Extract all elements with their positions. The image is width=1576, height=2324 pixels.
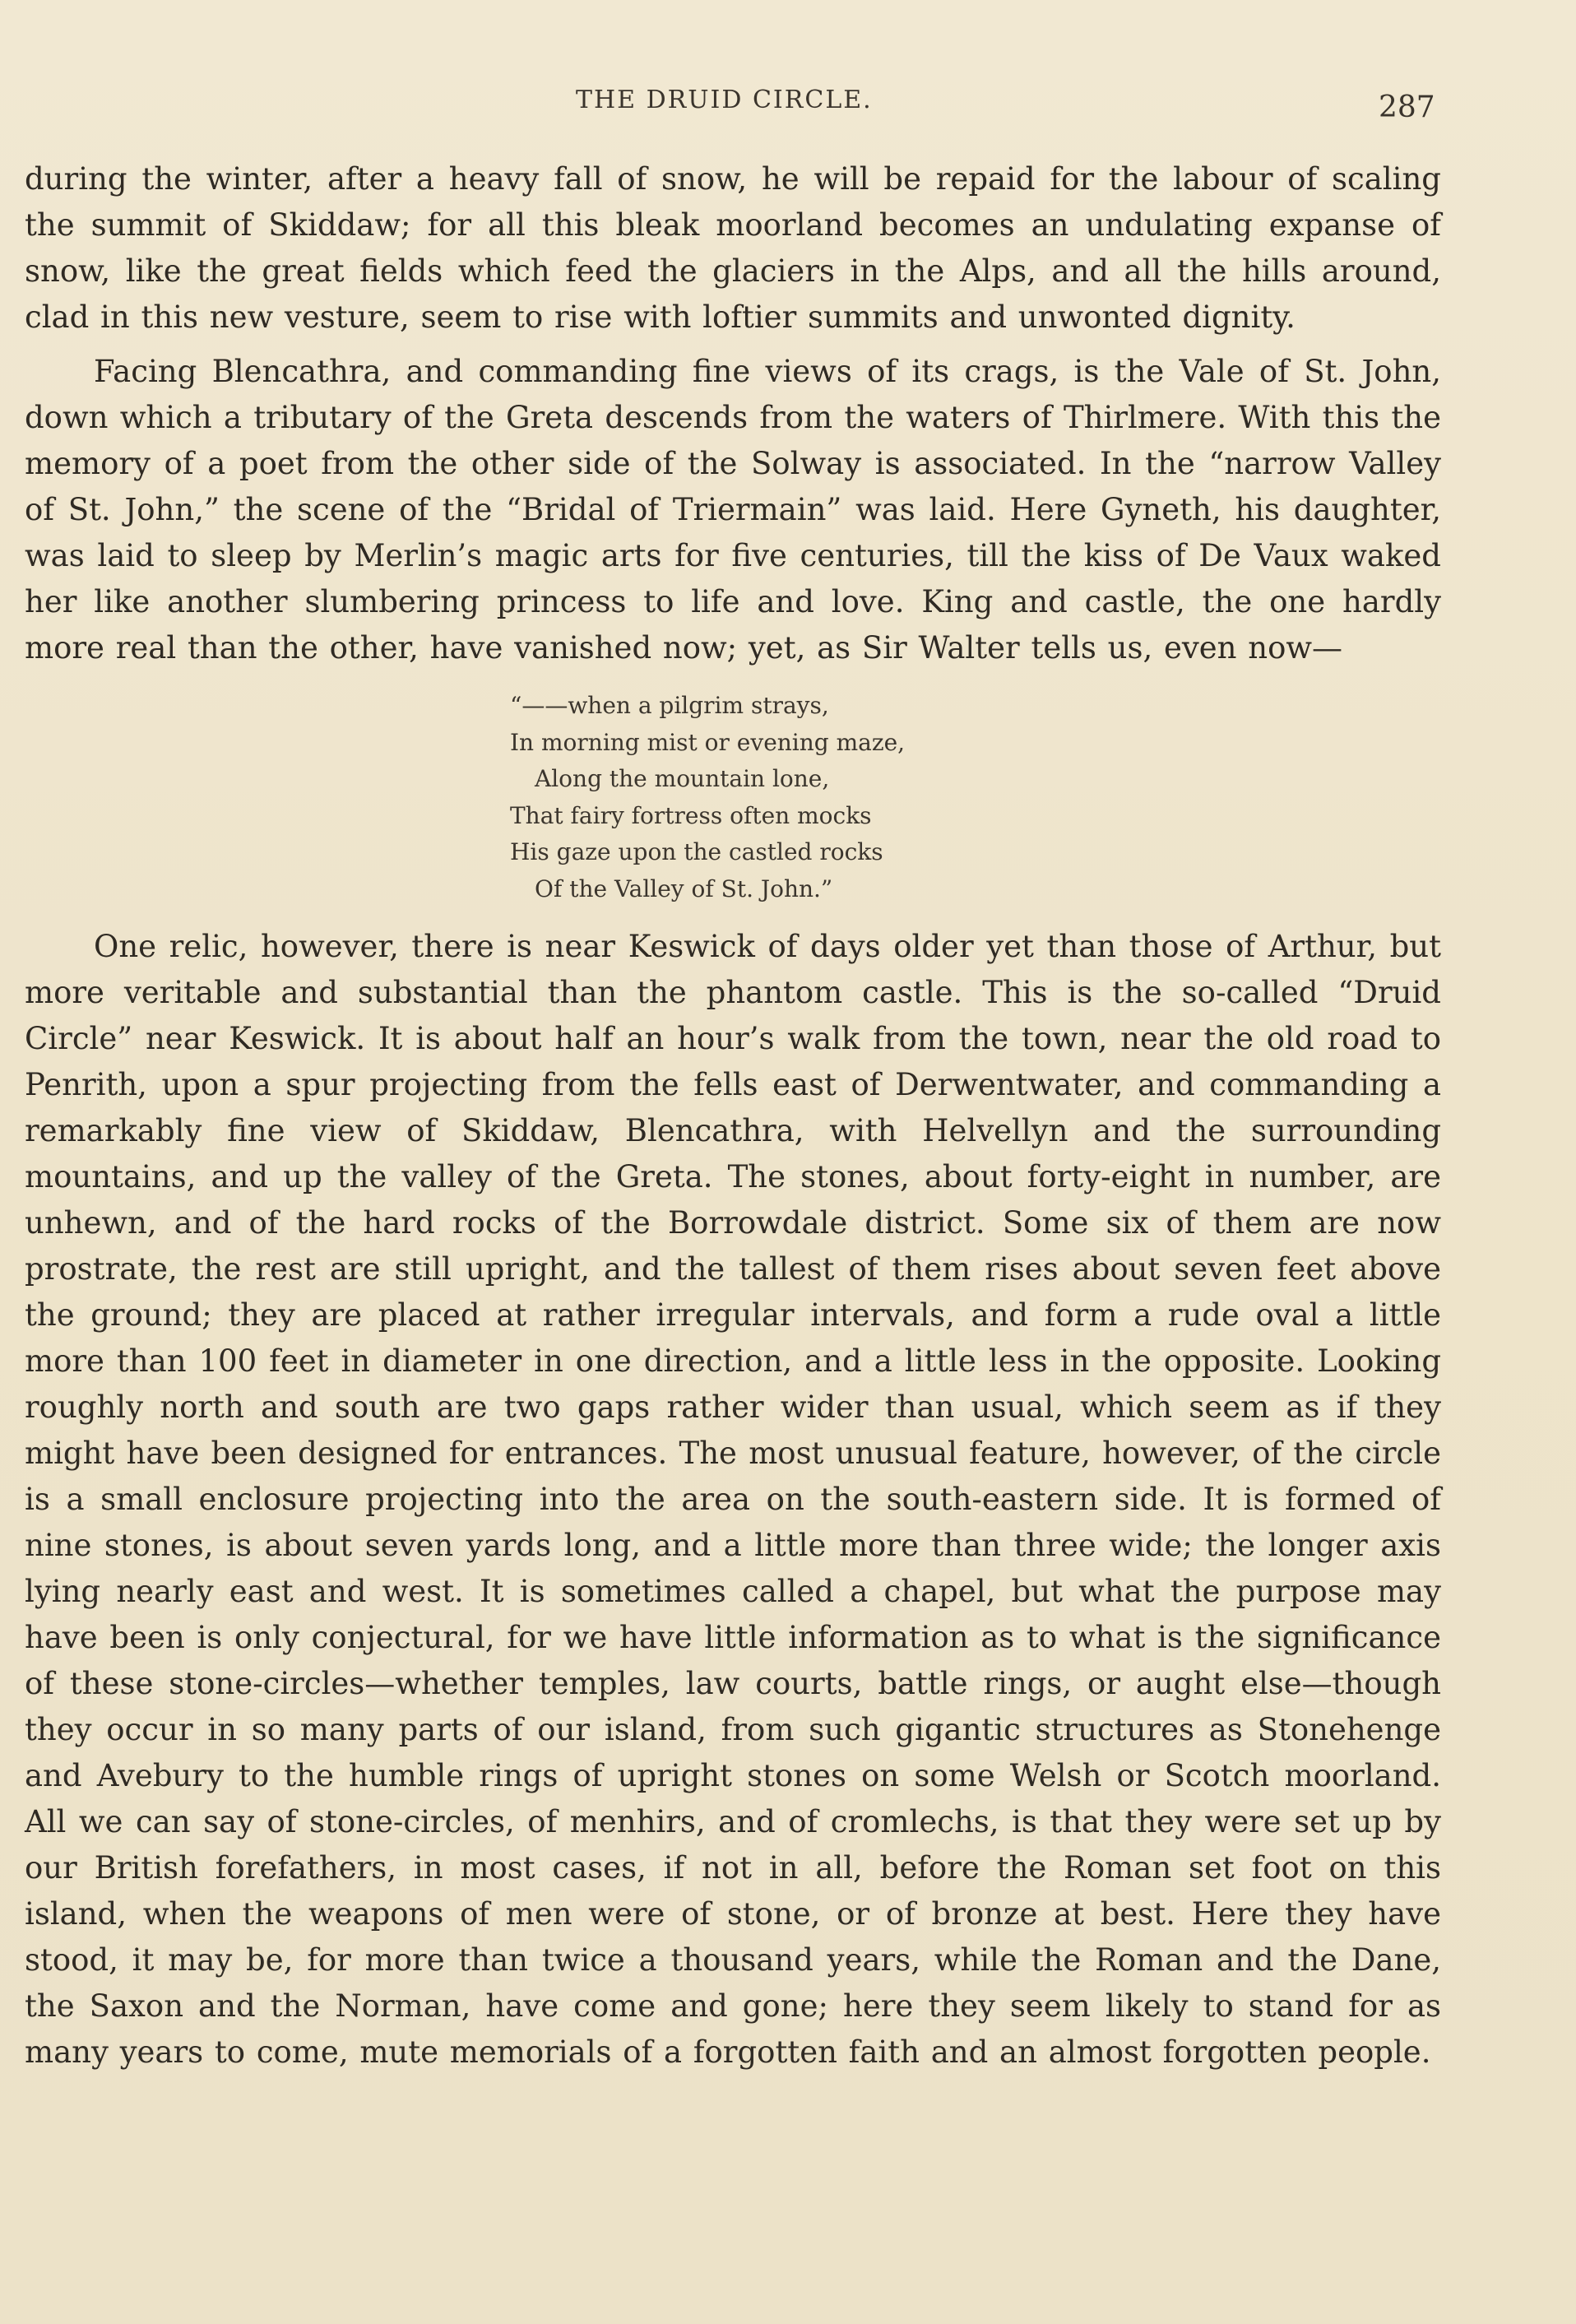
verse-line-1: “——when a pilgrim strays, <box>510 692 829 719</box>
running-title: THE DRUID CIRCLE. <box>576 86 873 114</box>
paragraph-2: Facing Blencathra, and commanding fine views of its crags, is the Vale of St. John, down which a tributary of the Greta descends from the waters of Thirlmere. With this the memory of a poet from the other side of the Solway is associated. In the “narrow Valley of St. John,” the scene of the “Bridal of Triermain” was laid. Here Gyneth, his daughter, was laid to sleep by Merlin’s magic arts for five centuries, till the kiss of De Vaux waked her like another slumbering princess to life and love. King and castle, the one hardly more real than the other, have vanished now; yet, as Sir Walter tells us, even now— <box>25 354 1441 666</box>
verse-line-4: That fairy fortress often mocks <box>510 801 872 829</box>
verse-line-5: His gaze upon the castled rocks <box>510 838 883 865</box>
page-number: 287 <box>1379 90 1435 124</box>
verse-line-2: In morning mist or evening maze, <box>510 728 906 756</box>
paragraph-3: One relic, however, there is near Keswick of days older yet than those of Arthur, but more veritable and substantial than the phantom castle. This is the so-called “Druid Circle” near Keswick. It is about half an hour’s walk from the town, near the old road to Penrith, upon a spur projecting from the fells east of Derwentwater, and commanding a remarkably fine view of Skiddaw, Blencathra, with Helvellyn and the surrounding mountains, and up the valley of the Greta. The stones, about forty-eight in number, are unhewn, and of the hard rocks of the Borrowdale district. Some six of them are now prostrate, the rest are still upright, and the tallest of them rises about seven feet above the ground; they are placed at rather irregular intervals, and form a rude oval a little more than 100 feet in diameter in one direction, and a little less in the opposite. Looking roughly north and south are two gaps rather wider than usual, which seem as if they might have been designed for entrances. The most unusual feature, however, of the circle is a small enclosure projecting into the area on the south-eastern side. It is formed of nine stones, is about seven yards long, and a little more than three wide; the longer axis lying nearly east and west. It is sometimes called a chapel, but what the purpose may have been is only conjectural, for we have little information as to what is the significance of these stone-circles—whether temples, law courts, battle rings, or aught else—though they occur in so many parts of our island, from such gigantic structures as Stonehenge and Avebury to the humble rings of upright stones on some Welsh or Scotch moorland. All we can say of stone-circles, of menhirs, and of cromlechs, is that they were set up by our British forefathers, in most cases, if not in all, before the Roman set foot on this island, when the weapons of men were of stone, or of bronze at best. Here they have stood, it may be, for more than twice a thousand years, while the Roman and the Dane, the Saxon and the Norman, have come and gone; here they seem likely to stand for as many years to come, mute memorials of a forgotten faith and an almost forgotten people. <box>25 929 1441 2070</box>
paragraph-1: during the winter, after a heavy fall of snow, he will be repaid for the labour of scaling the summit of Skiddaw; for all this bleak moorland becomes an undulating expanse of snow, like the great fields which feed the glaciers in the Alps, and all the hills around, clad in this new vesture, seem to rise with loftier summits and unwonted dignity. <box>25 161 1441 335</box>
verse-line-3: Along the mountain lone, <box>535 765 830 792</box>
body-text <box>25 156 1441 2084</box>
verse-line-6: Of the Valley of St. John.” <box>535 874 833 902</box>
verse-quotation <box>25 688 1441 907</box>
